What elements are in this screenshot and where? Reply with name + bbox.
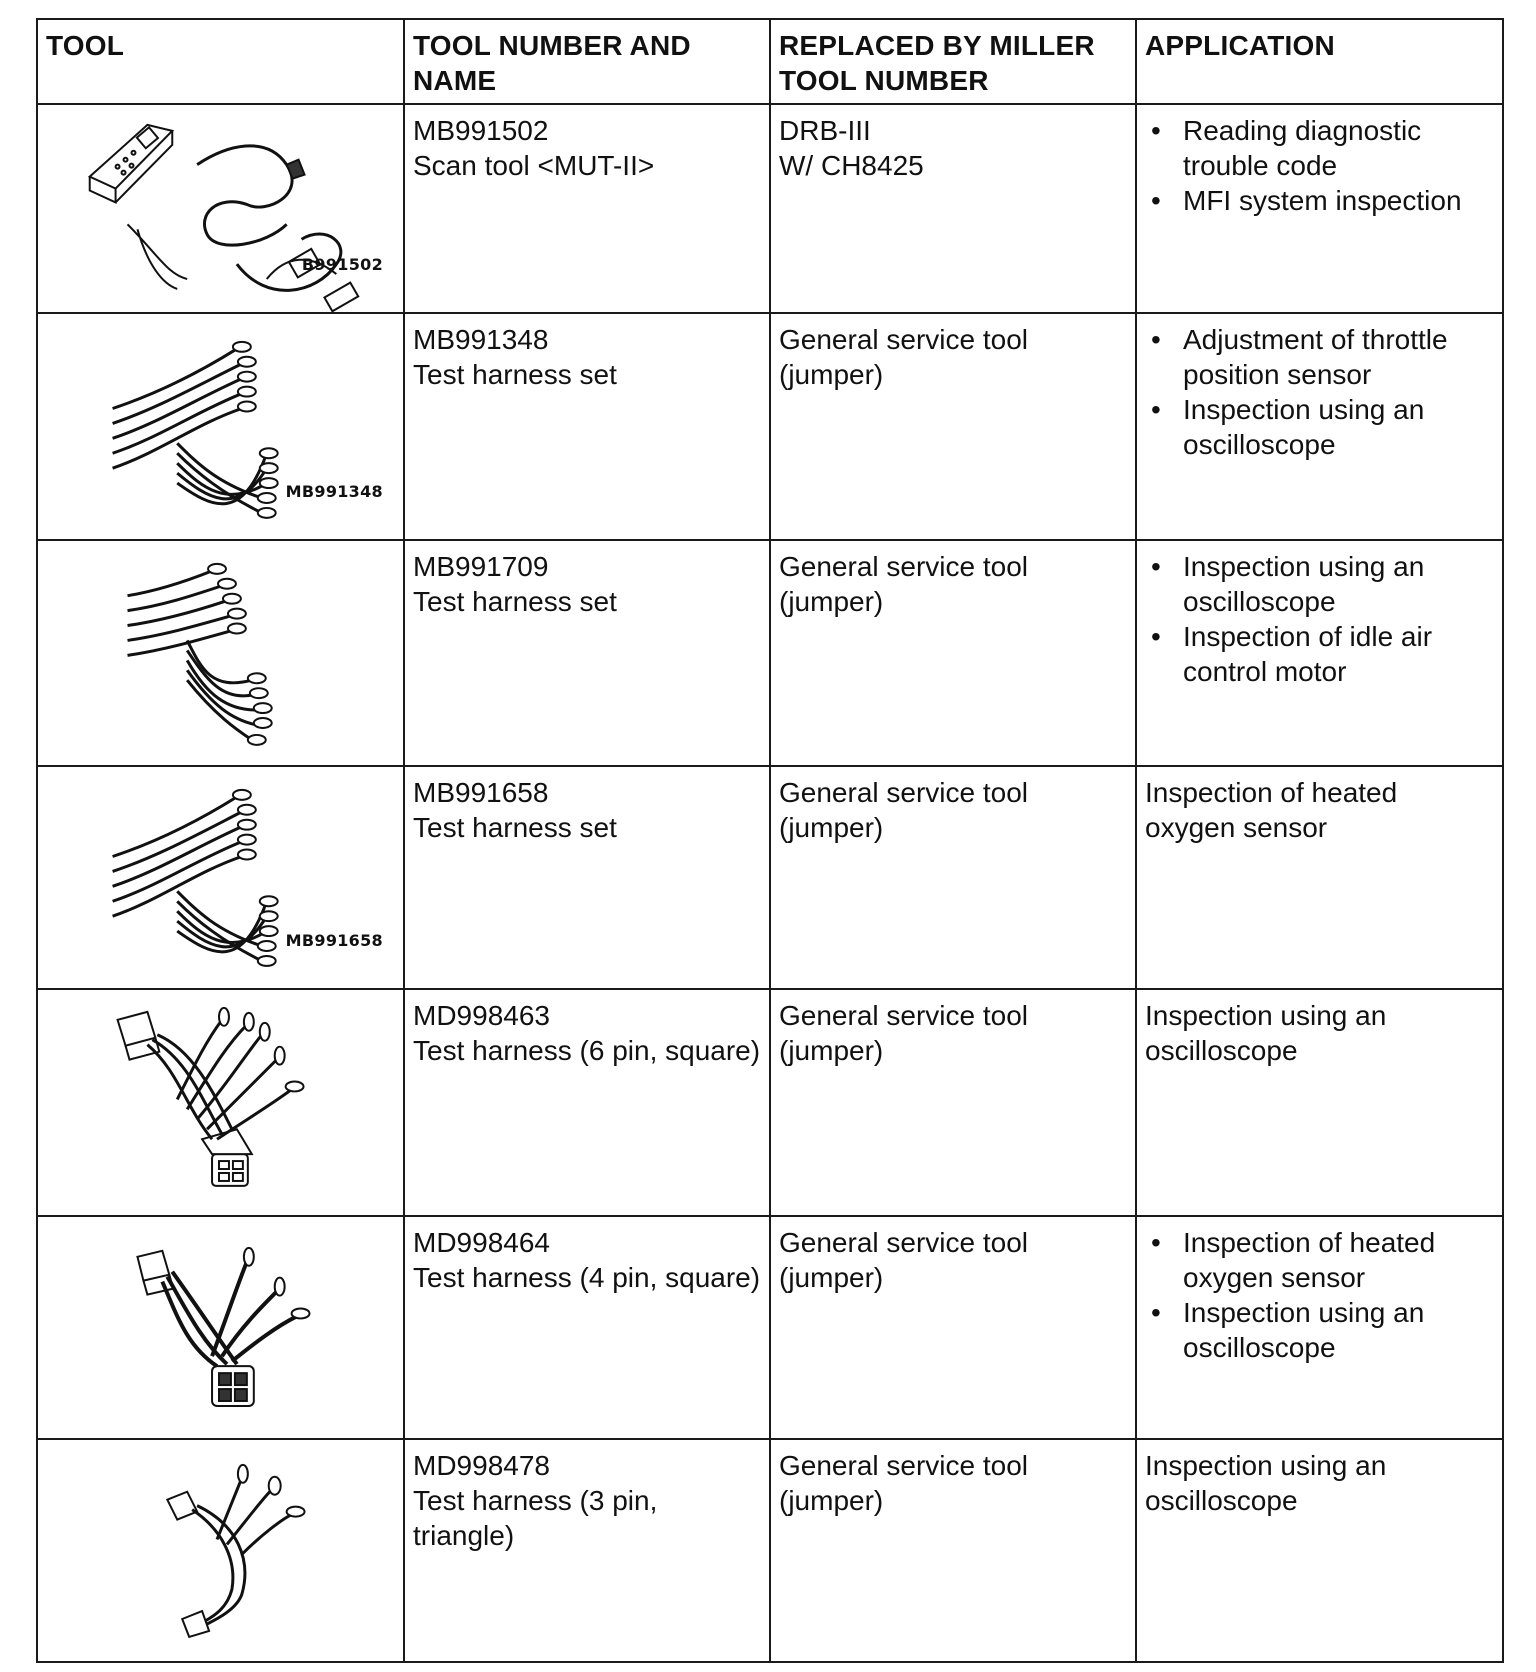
replaced-line-2: (jumper): [779, 1484, 884, 1516]
tool-number-name-cell: [404, 540, 770, 767]
replaced-line-1: DRB-III: [779, 115, 871, 146]
replaced-by-cell: [770, 313, 1136, 540]
table-row: [37, 989, 1503, 1216]
application-list: [1145, 322, 1494, 462]
application-text: Inspection using an oscilloscope: [1145, 1449, 1387, 1516]
tool-name: Test harness (6 pin, square): [413, 1035, 761, 1067]
table-row: [37, 540, 1503, 767]
tool-number: MB991348: [413, 323, 549, 355]
test-harness-6pin-illustration: [38, 990, 403, 1215]
replaced-by-cell: [770, 766, 1136, 989]
replaced-by-cell: [770, 1439, 1136, 1662]
replaced-line-2: (jumper): [779, 812, 884, 844]
application-list: [1145, 549, 1494, 689]
tool-number-name-cell: [404, 1439, 770, 1662]
tool-image-label: B991502: [301, 254, 383, 274]
tool-number-name-cell: [404, 989, 770, 1216]
application-cell: [1136, 540, 1503, 767]
tool-name: Test harness set: [413, 585, 617, 617]
replaced-by-cell: [770, 1216, 1136, 1439]
tool-name: Test harness set: [413, 358, 617, 390]
tool-image-cell: [37, 313, 404, 540]
application-item: • Inspection using an oscilloscope: [1183, 1295, 1494, 1365]
table-row: [37, 1216, 1503, 1439]
tool-image-cell: [37, 1216, 404, 1439]
application-text: Inspection using an oscilloscope: [1145, 1000, 1387, 1067]
application-list: [1145, 1225, 1494, 1365]
tool-number: MD998478: [413, 1449, 550, 1481]
tool-number-name-cell: [404, 313, 770, 540]
application-item: • MFI system inspection: [1183, 183, 1494, 218]
replaced-line-1: General service tool: [779, 1000, 1029, 1032]
application-cell: [1136, 1439, 1503, 1662]
tool-image-label: MB991658: [285, 931, 383, 951]
tool-number: MD998463: [413, 1000, 550, 1032]
tool-number-name-cell: [404, 104, 770, 313]
tool-image-cell: [37, 766, 404, 989]
header-tool-number-and-name: TOOL NUMBER AND NAME: [404, 19, 770, 104]
table-row: [37, 1439, 1503, 1662]
replaced-by-cell: [770, 104, 1136, 313]
tool-image-cell: [37, 540, 404, 767]
replaced-line-1: General service tool: [779, 1226, 1029, 1258]
application-item: • Adjustment of throttle position sensor: [1183, 322, 1494, 392]
replaced-line-2: (jumper): [779, 585, 884, 617]
tool-image-cell: [37, 1439, 404, 1662]
application-cell: [1136, 989, 1503, 1216]
tool-number: MB991502: [413, 115, 549, 146]
application-cell: [1136, 313, 1503, 540]
header-application: APPLICATION: [1136, 19, 1503, 104]
application-cell: [1136, 1216, 1503, 1439]
replaced-by-cell: [770, 989, 1136, 1216]
test-harness-illustration: [38, 541, 403, 766]
tool-number: MB991658: [413, 777, 549, 809]
tool-name: Test harness (3 pin, triangle): [413, 1484, 658, 1551]
replaced-line-2: (jumper): [779, 1261, 884, 1293]
tool-number-name-cell: [404, 1216, 770, 1439]
tool-number: MD998464: [413, 1226, 550, 1258]
tool-name: Scan tool <MUT-II>: [413, 150, 655, 181]
application-item: • Inspection of idle air control motor: [1183, 619, 1494, 689]
test-harness-3pin-illustration: [38, 1440, 403, 1661]
replaced-line-2: (jumper): [779, 1035, 884, 1067]
table-row: [37, 104, 1503, 313]
tool-name: Test harness (4 pin, square): [413, 1261, 761, 1293]
tools-table: [36, 18, 1504, 1663]
tool-number-name-cell: [404, 766, 770, 989]
replaced-line-2: W/ CH8425: [779, 150, 924, 181]
application-cell: [1136, 104, 1503, 313]
tool-image-cell: [37, 104, 404, 313]
tool-name: Test harness set: [413, 812, 617, 844]
application-item: • Inspection of heated oxygen sensor: [1183, 1225, 1494, 1295]
replaced-line-2: (jumper): [779, 358, 884, 390]
tool-image-cell: [37, 989, 404, 1216]
application-text: Inspection of heated oxygen sensor: [1145, 777, 1398, 844]
application-item: • Inspection using an oscilloscope: [1183, 549, 1494, 619]
header-tool: TOOL: [37, 19, 404, 104]
replaced-line-1: General service tool: [779, 550, 1029, 582]
table-row: [37, 766, 1503, 989]
replaced-by-cell: [770, 540, 1136, 767]
header-replaced-by: REPLACED BY MILLER TOOL NUMBER: [770, 19, 1136, 104]
replaced-line-1: General service tool: [779, 777, 1029, 809]
application-item: • Inspection using an oscilloscope: [1183, 392, 1494, 462]
replaced-line-1: General service tool: [779, 1449, 1029, 1481]
test-harness-4pin-illustration: [38, 1217, 403, 1438]
table-row: [37, 313, 1503, 540]
application-item: • Reading diagnostic trouble code: [1183, 113, 1494, 183]
application-list: [1145, 113, 1494, 218]
application-cell: [1136, 766, 1503, 989]
replaced-line-1: General service tool: [779, 323, 1029, 355]
header-row: [37, 19, 1503, 104]
tool-image-label: MB991348: [285, 481, 383, 501]
tool-number: MB991709: [413, 550, 549, 582]
